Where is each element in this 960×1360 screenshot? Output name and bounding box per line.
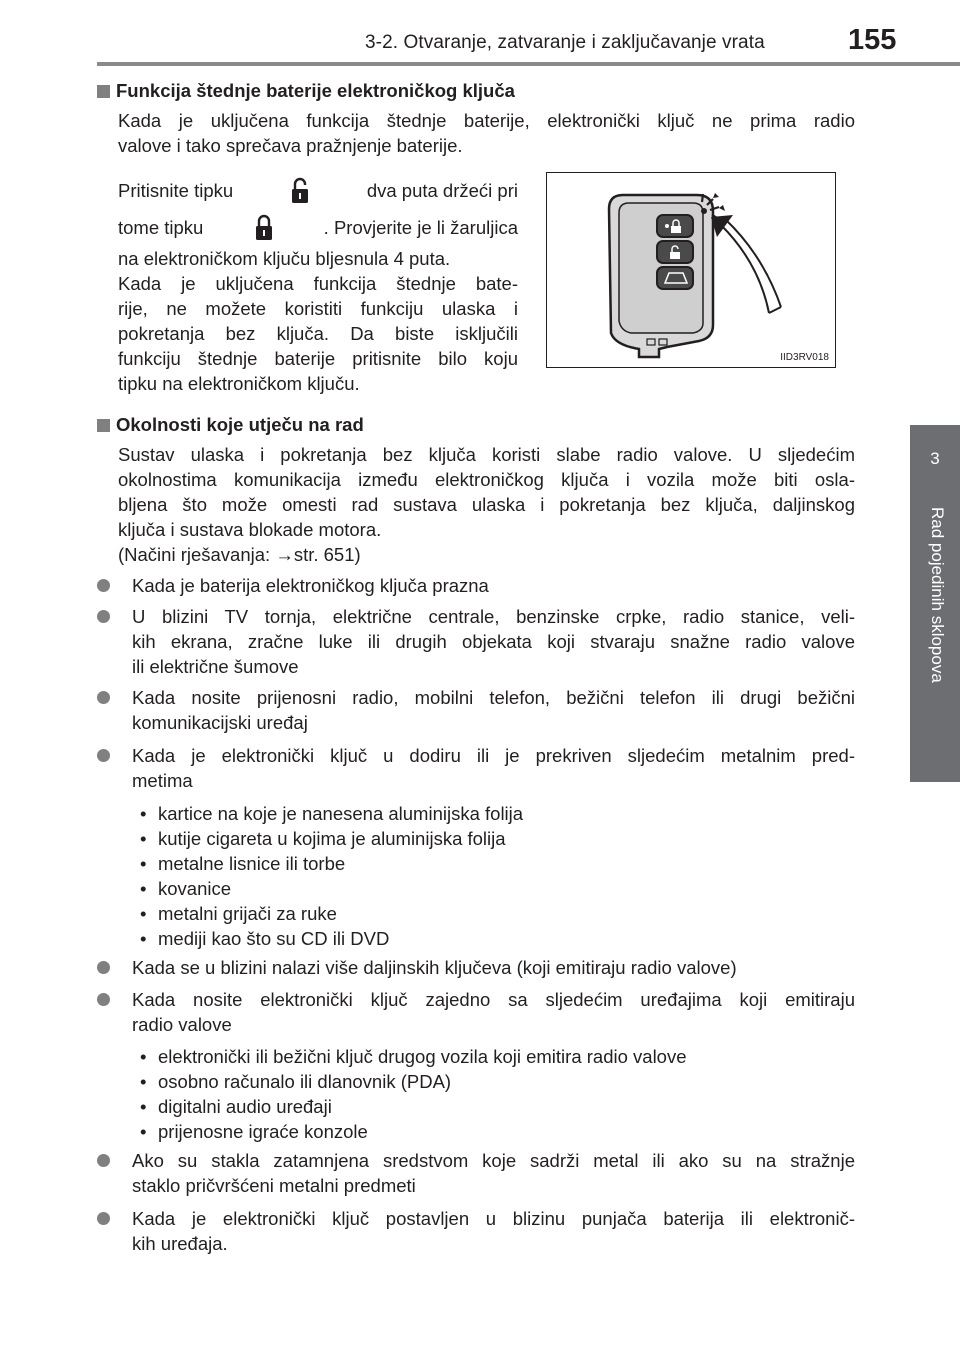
sub-marker: •: [140, 1121, 147, 1142]
text-line: Kada se u blizini nalazi više daljinskih ključeva (koji emitiraju radio valove): [132, 957, 737, 978]
page-reference: (Načini rješavanja: →str. 651): [118, 544, 361, 565]
header-rule: [97, 62, 960, 66]
round-bullet-icon: [97, 961, 110, 974]
text-line: bljena što može omesti rad sustava ulaska i pokretanja bez ključa, daljinskog: [118, 494, 855, 515]
text-line: Kada je baterija elektroničkog ključa prazna: [132, 575, 489, 596]
instruction-text: tome tipku: [118, 217, 204, 238]
sub-list-text: kutije cigareta u kojima je aluminijska folija: [158, 828, 506, 849]
text-line: kih ekrana, zračne luke ili drugih objekata koji stvaraju snažne radio valove: [132, 631, 855, 652]
text-line: komunikacijski uređaj: [132, 712, 308, 733]
sub-list-item: [140, 876, 523, 901]
round-bullet-icon: [97, 749, 110, 762]
section-heading-conditions: [97, 414, 364, 436]
sub-marker: •: [140, 1071, 147, 1092]
smart-key-illustration: [547, 173, 835, 367]
sub-list-item: [140, 1044, 687, 1069]
sub-list-text: metalne lisnice ili torbe: [158, 853, 346, 874]
sub-list-text: mediji kao što su CD ili DVD: [158, 928, 390, 949]
sub-marker: •: [140, 878, 147, 899]
sub-list-item: [140, 801, 523, 826]
text-line: kih uređaja.: [132, 1233, 228, 1254]
instruction-text: Pritisnite tipku: [118, 180, 234, 201]
battery-saving-intro: [118, 108, 855, 158]
square-bullet-icon: [97, 419, 110, 432]
text-line: Ako su stakla zatamnjena sredstvom koje sadrži metal ili ako su na stražnje: [132, 1150, 855, 1171]
page-header: [0, 0, 960, 64]
round-bullet-icon: [97, 610, 110, 623]
round-bullet-icon: [97, 993, 110, 1006]
chapter-side-tab: [910, 425, 960, 782]
text-line: metima: [132, 770, 193, 791]
text-line: Kada nosite elektronički ključ zajedno sa sljedećim uređajima koji emitiraju: [132, 989, 855, 1010]
sub-list-item: [140, 851, 523, 876]
sub-list-text: kartice na koje je nanesena aluminijska folija: [158, 803, 524, 824]
instruction-line-2: [118, 209, 518, 246]
text-line: ključa i sustava blokade motora.: [118, 519, 382, 540]
sub-marker: •: [140, 853, 147, 874]
unlock-icon: [289, 176, 311, 206]
text-line: ili električne šumove: [132, 656, 299, 677]
round-bullet-icon: [97, 579, 110, 592]
instruction-text: . Provjerite je li žaruljica: [323, 217, 518, 238]
metal-objects-list: [140, 801, 523, 951]
text-line: rije, ne možete koristiti funkciju ulaska i: [118, 298, 518, 319]
side-tab-number: 3: [930, 449, 940, 468]
section-heading-text: Funkcija štednje baterije elektroničkog ključa: [116, 80, 515, 101]
text-line: valove i tako sprečava pražnjenje baterije.: [118, 135, 463, 156]
round-bullet-icon: [97, 1154, 110, 1167]
smart-key-figure: [546, 172, 836, 368]
sub-marker: •: [140, 1096, 147, 1117]
sub-list-item: [140, 1119, 687, 1144]
instruction-text: dva puta držeći pri: [366, 180, 518, 201]
section-heading-battery-saving: [97, 80, 515, 102]
text-line: Kada nosite prijenosni radio, mobilni telefon, bežični telefon ili drugi bežični: [132, 687, 855, 708]
text-line: tipku na elektroničkom ključu.: [118, 373, 360, 394]
text-line: Kada je elektronički ključ u dodiru ili je prekriven sljedećim metalnim pred-: [132, 745, 855, 766]
sub-marker: •: [140, 803, 147, 824]
chapter-title: 3-2. Otvaranje, zatvaranje i zaključavanje vrata: [365, 32, 765, 53]
text-line: na elektroničkom ključu bljesnula 4 puta.: [118, 248, 451, 269]
square-bullet-icon: [97, 85, 110, 98]
sub-list-text: kovanice: [158, 878, 232, 899]
sub-list-text: osobno računalo ili dlanovnik (PDA): [158, 1071, 452, 1092]
sub-list-item: [140, 826, 523, 851]
text-line: staklo pričvršćeni metalni predmeti: [132, 1175, 416, 1196]
text-line: Sustav ulaska i pokretanja bez ključa koristi slabe radio valove. U sljedećim: [118, 444, 855, 465]
sub-list-item: [140, 1069, 687, 1094]
text-line: pokretanja bez ključa. Da biste isključili: [118, 323, 518, 344]
sub-marker: •: [140, 903, 147, 924]
text-line: funkciju štednje baterije pritisnite bilo koju: [118, 348, 518, 369]
sub-list-text: metalni grijači za ruke: [158, 903, 337, 924]
text-line: okolnostima komunikacija između elektroničkog ključa i vozila može biti osla-: [118, 469, 855, 490]
text-line: U blizini TV tornja, električne centrale, benzinske crpke, radio stanice, veli-: [132, 606, 855, 627]
section-heading-text: Okolnosti koje utječu na rad: [116, 414, 364, 435]
text-line: Kada je uključena funkcija štednje baterije, elektronički ključ ne prima radio: [118, 110, 855, 131]
sub-list-item: [140, 1094, 687, 1119]
instruction-line-1: [118, 172, 518, 209]
text-line: Kada je uključena funkcija štednje bate-: [118, 273, 518, 294]
text-line: radio valove: [132, 1014, 232, 1035]
sub-list-item: [140, 901, 523, 926]
conditions-intro: [118, 442, 855, 567]
figure-code: IID3RV018: [780, 352, 829, 363]
sub-marker: •: [140, 1046, 147, 1067]
sub-marker: •: [140, 928, 147, 949]
radio-devices-list: [140, 1044, 687, 1144]
sub-list-item: [140, 926, 523, 951]
sub-list-text: prijenosne igraće konzole: [158, 1121, 368, 1142]
page-number: 155: [848, 24, 897, 56]
round-bullet-icon: [97, 691, 110, 704]
sub-list-text: digitalni audio uređaji: [158, 1096, 332, 1117]
sub-list-text: elektronički ili bežični ključ drugog vozila koji emitira radio valove: [158, 1046, 687, 1067]
text-line: Kada je elektronički ključ postavljen u blizinu punjača baterija ili elektronič-: [132, 1208, 855, 1229]
battery-saving-instructions: [118, 172, 518, 396]
lock-icon: [253, 213, 275, 243]
round-bullet-icon: [97, 1212, 110, 1225]
sub-marker: •: [140, 828, 147, 849]
side-tab-label: Rad pojedinih sklopova: [928, 507, 947, 683]
